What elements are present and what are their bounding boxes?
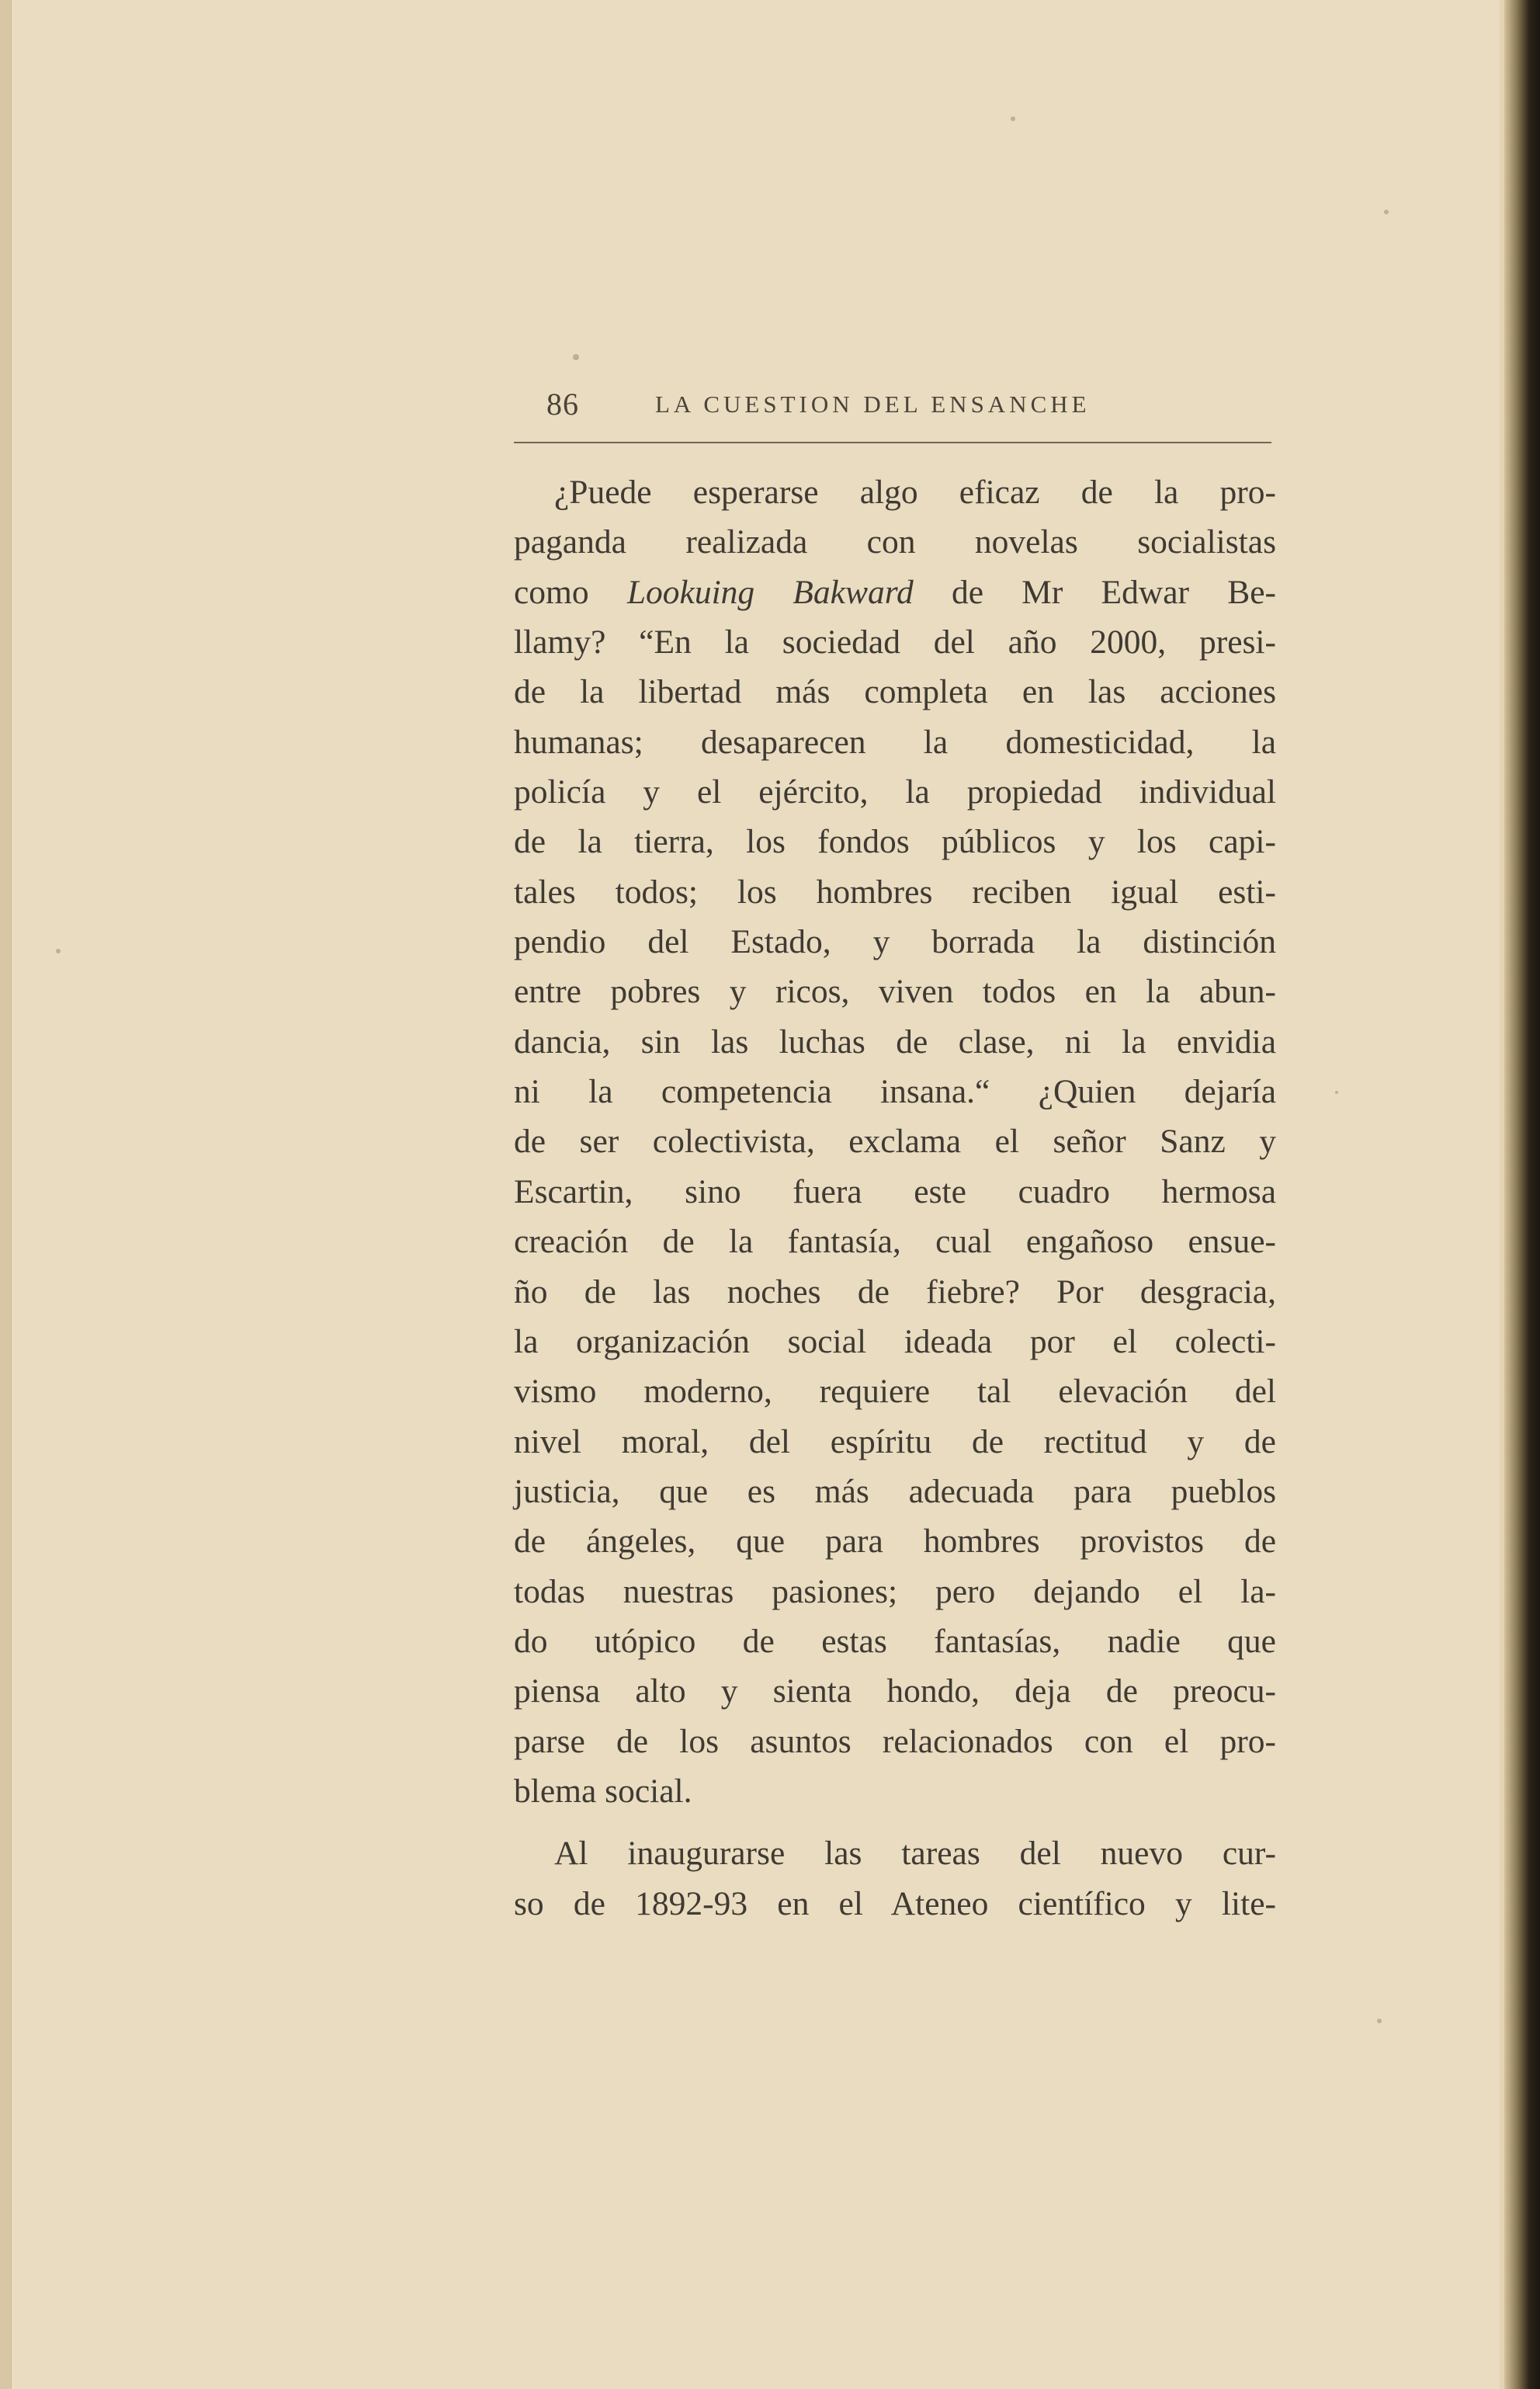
text-line: ¿Puede esperarse algo eficaz de la pro- [554, 474, 1276, 511]
page-text [514, 467, 1276, 1929]
text-line: justicia, que es más adecuada para pueblos [514, 1472, 1276, 1510]
running-header [515, 386, 1292, 440]
text-line: de ángeles, que para hombres provistos de [514, 1523, 1276, 1561]
text-line-with-title [514, 568, 1276, 617]
text-line: la organización social ideada por el colecti- [514, 1322, 1276, 1360]
paper-speck [573, 354, 579, 360]
text-line: llamy? “En la sociedad del año 2000, presi- [514, 623, 1276, 661]
text-line: de la libertad más completa en las acciones [514, 673, 1276, 711]
page-number: 86 [546, 387, 579, 422]
paragraph-gap [514, 1816, 1276, 1828]
text-line: entre pobres y ricos, viven todos en la abun- [514, 973, 1276, 1011]
paper-speck [1384, 210, 1389, 214]
text-line: todas nuestras pasiones; pero dejando el la- [514, 1572, 1276, 1610]
book-title: Lookuing Bakward [626, 573, 914, 611]
text-segment: como [514, 573, 627, 611]
header-rule [514, 442, 1271, 443]
running-title: LA CUESTION DEL ENSANCHE [655, 391, 1091, 418]
text-line: so de 1892-93 en el Ateneo científico y lite- [514, 1884, 1276, 1922]
text-line: pendio del Estado, y borrada la distinción [514, 923, 1276, 961]
left-page-edge [0, 0, 12, 2389]
paper-speck [1335, 1091, 1338, 1094]
text-line: de ser colectivista, exclama el señor Sanz y [514, 1123, 1276, 1161]
text-segment: de Mr Edwar Be- [913, 573, 1276, 611]
text-line: Al inaugurarse las tareas del nuevo cur- [554, 1835, 1276, 1873]
book-gutter-shadow [1504, 0, 1540, 2389]
text-line: dancia, sin las luchas de clase, ni la envidia [514, 1023, 1276, 1061]
text-line: tales todos; los hombres reciben igual esti- [514, 873, 1276, 911]
text-line: vismo moderno, requiere tal elevación del [514, 1373, 1276, 1411]
text-line: ni la competencia insana.“ ¿Quien dejaría [514, 1073, 1276, 1111]
text-line: creación de la fantasía, cual engañoso ensue- [514, 1223, 1276, 1261]
paper-speck [1377, 2019, 1382, 2023]
text-line: ño de las noches de fiebre? Por desgracia, [514, 1273, 1276, 1311]
text-line: Escartin, sino fuera este cuadro hermosa [514, 1172, 1276, 1210]
text-line: policía y el ejército, la propiedad individual [514, 773, 1276, 811]
text-line: humanas; desaparecen la domesticidad, la [514, 723, 1276, 761]
text-line: blema social. [514, 1772, 692, 1810]
paper-speck [1011, 116, 1015, 121]
text-line: paganda realizada con novelas socialistas [514, 523, 1276, 561]
text-line: nivel moral, del espíritu de rectitud y de [514, 1422, 1276, 1460]
text-line: parse de los asuntos relacionados con el pro- [514, 1722, 1276, 1760]
paper-speck [56, 949, 61, 953]
text-line: de la tierra, los fondos públicos y los capi- [514, 823, 1276, 861]
text-line: piensa alto y sienta hondo, deja de preocu- [514, 1672, 1276, 1710]
text-line: do utópico de estas fantasías, nadie que [514, 1622, 1276, 1660]
